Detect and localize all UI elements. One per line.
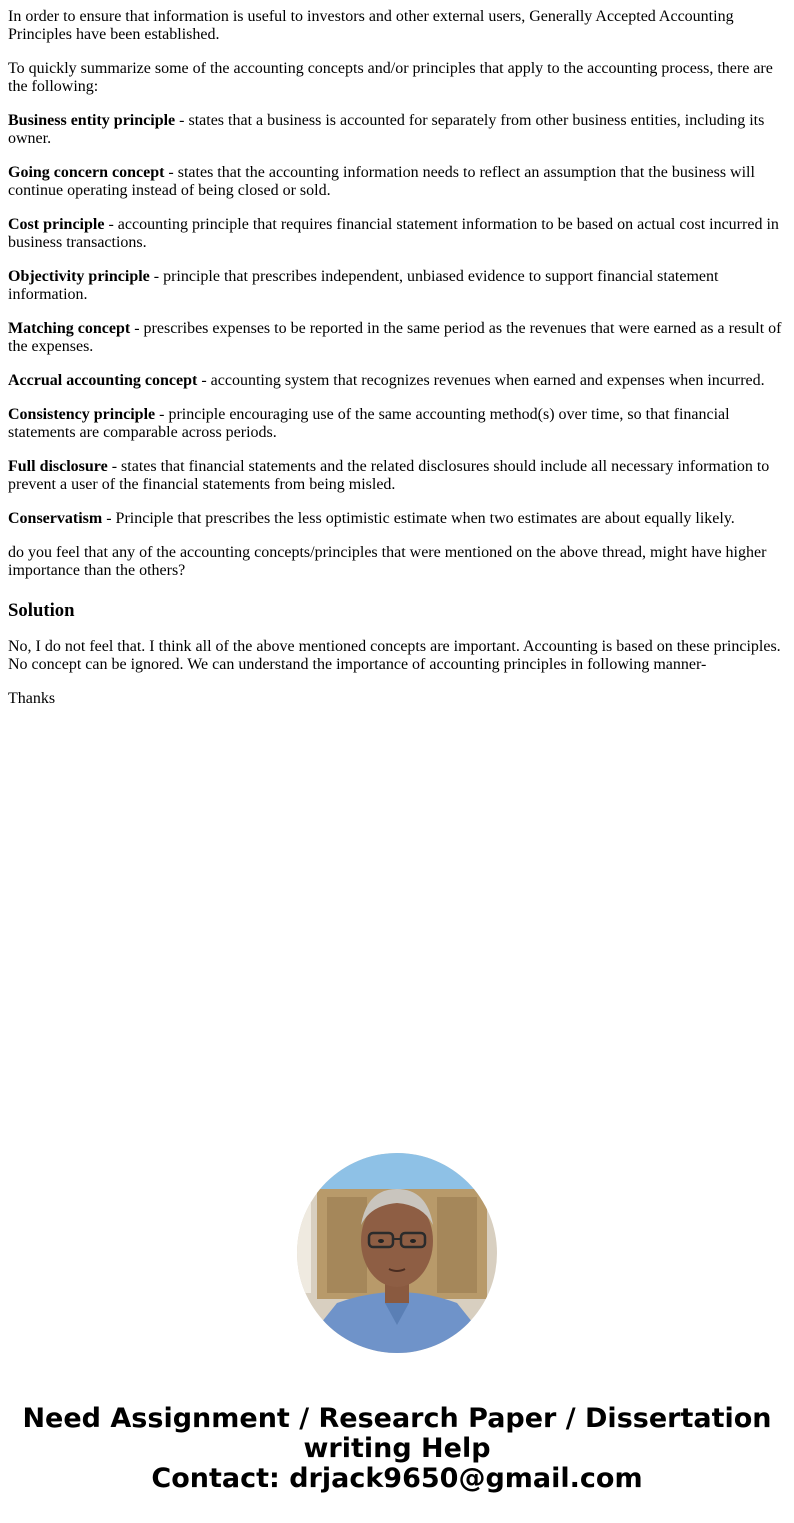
principle-description: - principle encouraging use of the same accounting method(s) over time, so that financial statements are comparable across periods. [8,406,730,441]
avatar-eye-left [378,1239,384,1243]
promo-contact: Contact: drjack9650@gmail.com [151,1463,643,1494]
principle-term: Consistency principle [8,406,156,423]
avatar-switchboard [297,1203,311,1293]
principle-description: - states that the accounting information needs to reflect an assumption that the business will continue operating instead of being closed or sold. [8,164,755,199]
principle-item [8,510,786,528]
principle-item [8,406,786,442]
avatar-sky [297,1153,497,1193]
principle-term: Conservatism [8,510,103,527]
promo-banner [0,1404,794,1494]
principle-description: - Principle that prescribes the less optimistic estimate when two estimates are about equally likely. [102,510,735,527]
principle-term: Objectivity principle [8,268,150,285]
principle-description: - prescribes expenses to be reported in the same period as the revenues that were earned as a result of the expenses. [8,320,782,355]
principle-term: Business entity principle [8,112,176,129]
principle-description: - accounting principle that requires financial statement information to be based on actual cost incurred in business transactions. [8,216,779,251]
principle-description: - states that a business is accounted for separately from other business entities, including its owner. [8,112,765,147]
principle-item [8,372,786,390]
principle-term: Matching concept [8,320,131,337]
avatar-panel-left [327,1197,367,1293]
principle-description: - accounting system that recognizes revenues when earned and expenses when incurred. [197,372,765,389]
principle-item [8,216,786,252]
principle-term: Full disclosure [8,458,108,475]
solution-heading: Solution [8,600,75,621]
principle-item [8,268,786,304]
question-paragraph: do you feel that any of the accounting concepts/principles that were mentioned on the above thread, might have higher importance than the others? [8,544,767,579]
principle-term: Going concern concept [8,164,165,181]
author-avatar [297,1153,497,1353]
intro-paragraph-2: To quickly summarize some of the accounting concepts and/or principles that apply to the accounting process, there are the following: [8,60,773,95]
principle-item [8,458,786,494]
intro-paragraph-1: In order to ensure that information is useful to investors and other external users, Generally Accepted Accounting Principles have been established. [8,8,734,43]
principle-description: - states that financial statements and the related disclosures should include all necessary information to prevent a user of the financial statements from being misled. [8,458,770,493]
principle-description: - principle that prescribes independent, unbiased evidence to support financial statement information. [8,268,719,303]
document-body [8,8,786,724]
principle-term: Cost principle [8,216,105,233]
principle-item [8,112,786,148]
principle-term: Accrual accounting concept [8,372,198,389]
solution-closing: Thanks [8,690,56,707]
avatar-panel-right [437,1197,477,1293]
principle-item [8,320,786,356]
promo-headline: Need Assignment / Research Paper / Dissertation writing Help [22,1403,772,1464]
avatar-portrait [297,1153,497,1353]
principle-item [8,164,786,200]
avatar-eye-right [410,1239,416,1243]
solution-answer: No, I do not feel that. I think all of the above mentioned concepts are important. Accounting is based on these principles. No concept can be ignored. We can understand the importance of accounting principles in following manner- [8,638,781,673]
